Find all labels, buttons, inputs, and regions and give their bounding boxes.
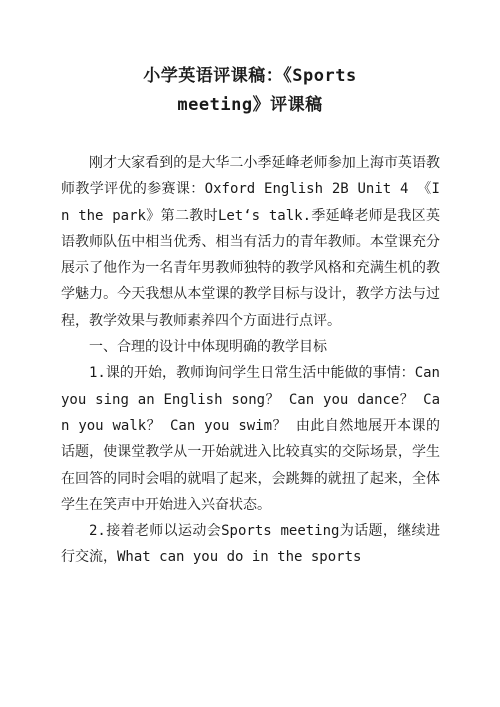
title-line-2: meeting》评课稿: [177, 95, 323, 115]
paragraph-point-1: 1.课的开始，教师询问学生日常生活中能做的事情：Can you sing an English song？ Can you dance？ Can you walk？ Can you swim？ 由此自然地展开本课的话题，使课堂教学从一开始就进入比较真实的交际场景，学生在回答的同时会唱的就唱了起来，会跳舞的就扭了起来，全体学生在笑声中开始进入兴奋状态。: [61, 365, 440, 513]
document-title: [60, 62, 440, 120]
section-heading-1: 一、合理的设计中体现明确的教学目标: [89, 339, 327, 356]
document-body: [61, 150, 440, 571]
title-line-1: 小学英语评课稿：《Sports: [143, 66, 357, 86]
paragraph-point-2: 2.接着老师以运动会Sports meeting为话题，继续进行交流，What can you do in the sports: [61, 523, 440, 566]
paragraph-intro: 刚才大家看到的是大华二小季延峰老师参加上海市英语教师教学评优的参赛课：Oxford English 2B Unit 4 《In the park》第二教时Let‘s talk.季延峰老师是我区英语教师队伍中相当优秀、相当有活力的青年教师。本堂课充分展示了他作为一名青年男教师独特的教学风格和充满生机的教学魅力。今天我想从本堂课的教学目标与设计，教学方法与过程，教学效果与教师素养四个方面进行点评。: [61, 155, 440, 329]
